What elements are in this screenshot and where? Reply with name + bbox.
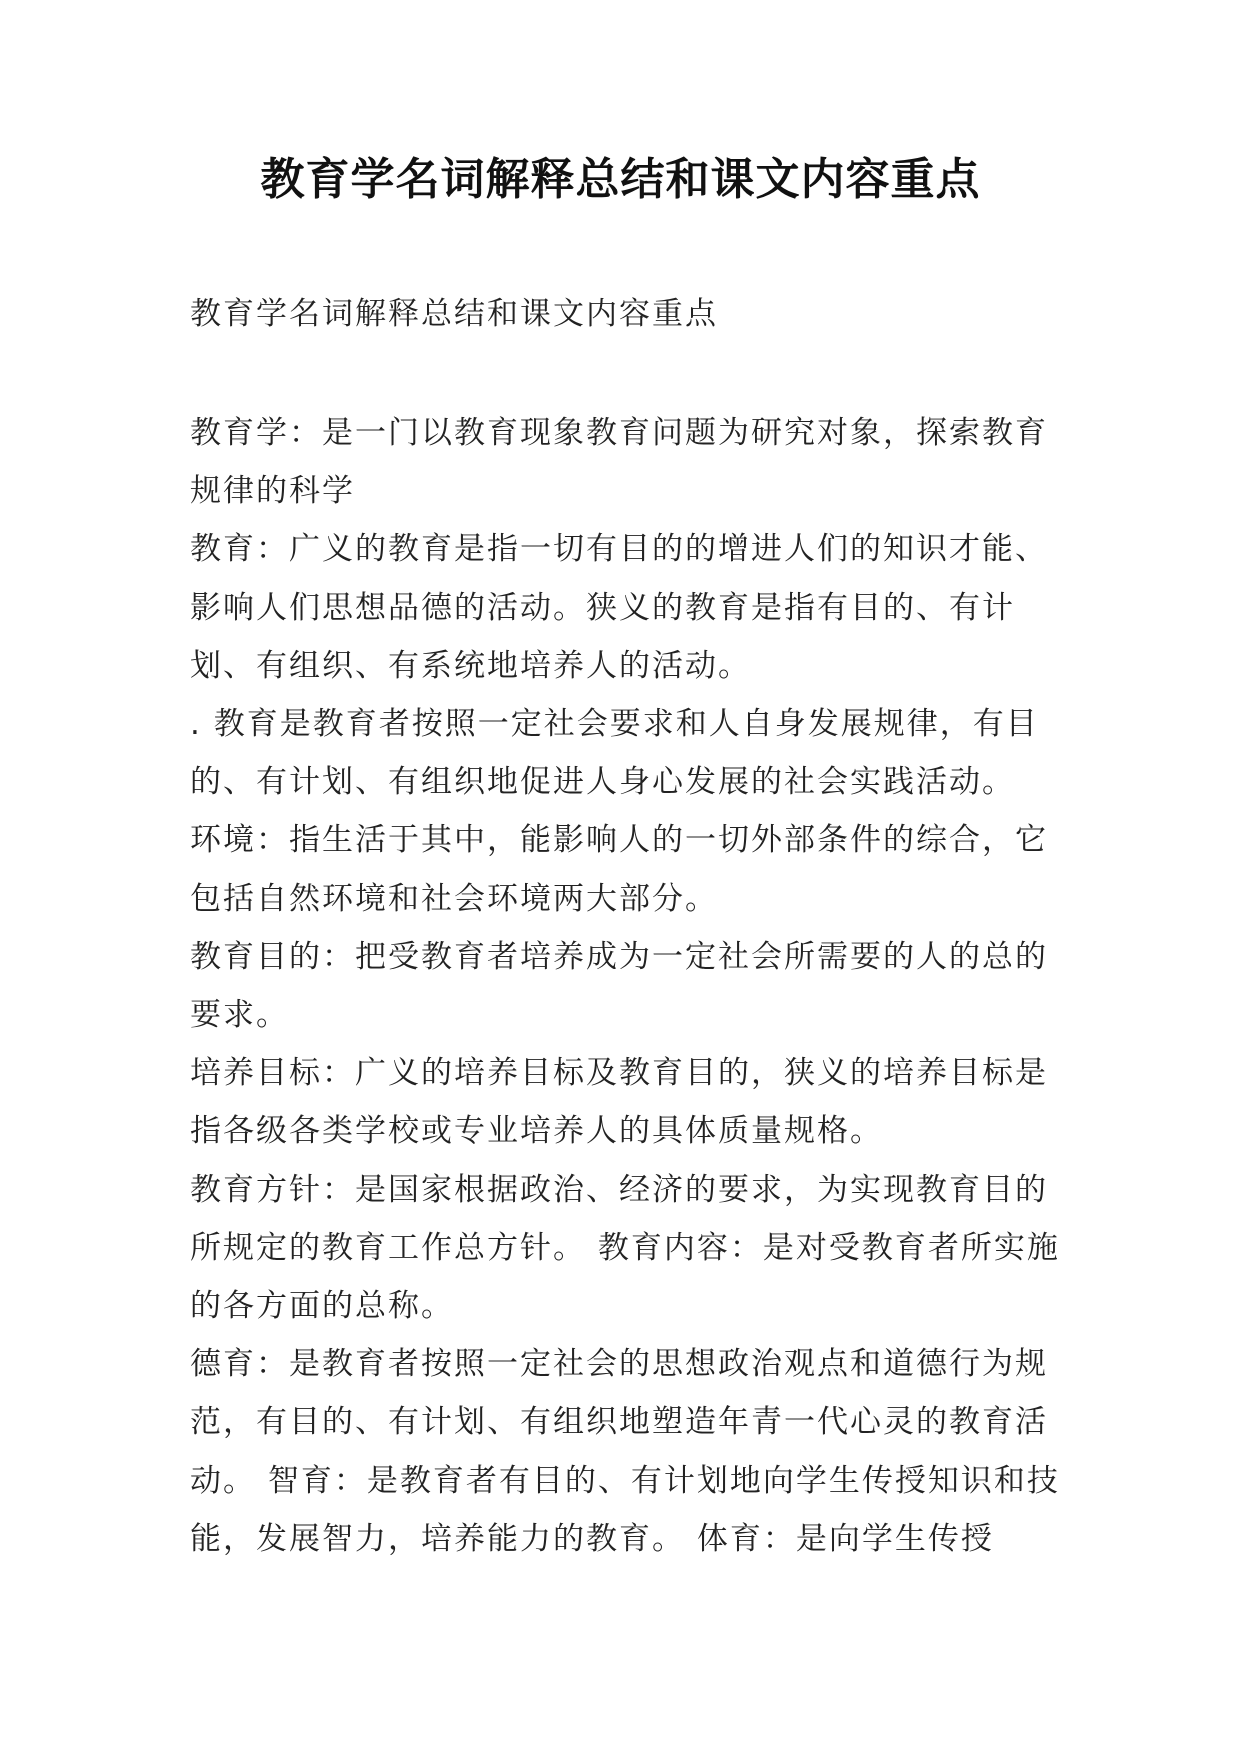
paragraph-jiaoyuxue: 教育学：是一门以教育现象教育问题为研究对象，探索教育规律的科学 bbox=[190, 415, 1048, 510]
paragraph-huanjing: 环境：指生活于其中，能影响人的一切外部条件的综合，它包括自然环境和社会环境两大部分。 bbox=[190, 822, 1048, 917]
paragraph-jiaoyu-mudi: 教育目的：把受教育者培养成为一定社会所需要的人的总的要求。 bbox=[190, 938, 1048, 1034]
paragraph-jiaoyu: 教育：广义的教育是指一切有目的的增进人们的知识才能、影响人们思想品德的活动。狭义的教育是指有目的、有计划、有组织、有系统地培养人的活动。 bbox=[190, 531, 1048, 684]
paragraph-peiyang-mubiao: 培养目标：广义的培养目标及教育目的，狭义的培养目标是指各级各类学校或专业培养人的具体质量规格。 bbox=[190, 1055, 1048, 1150]
document-subtitle: 教育学名词解释总结和课文内容重点 bbox=[190, 296, 718, 332]
paragraph-deyu: 德育：是教育者按照一定社会的思想政治观点和道德行为规范，有目的、有计划、有组织地塑造年青一代心灵的教育活动。 智育：是教育者有目的、有计划地向学生传授知识和技能，发展智力，培养能力的教育。 体育：是向学生传授 bbox=[190, 1346, 1060, 1557]
document-title: 教育学名词解释总结和课文内容重点 bbox=[260, 154, 981, 205]
document-body bbox=[190, 404, 1070, 1568]
paragraph-jiaoyu-definition: . 教育是教育者按照一定社会要求和人自身发展规律，有目的、有计划、有组织地促进人身心发展的社会实践活动。 bbox=[190, 706, 1039, 801]
paragraph-jiaoyu-fangzhen: 教育方针：是国家根据政治、经济的要求，为实现教育目的所规定的教育工作总方针。 教育内容：是对受教育者所实施的各方面的总称。 bbox=[190, 1171, 1060, 1325]
